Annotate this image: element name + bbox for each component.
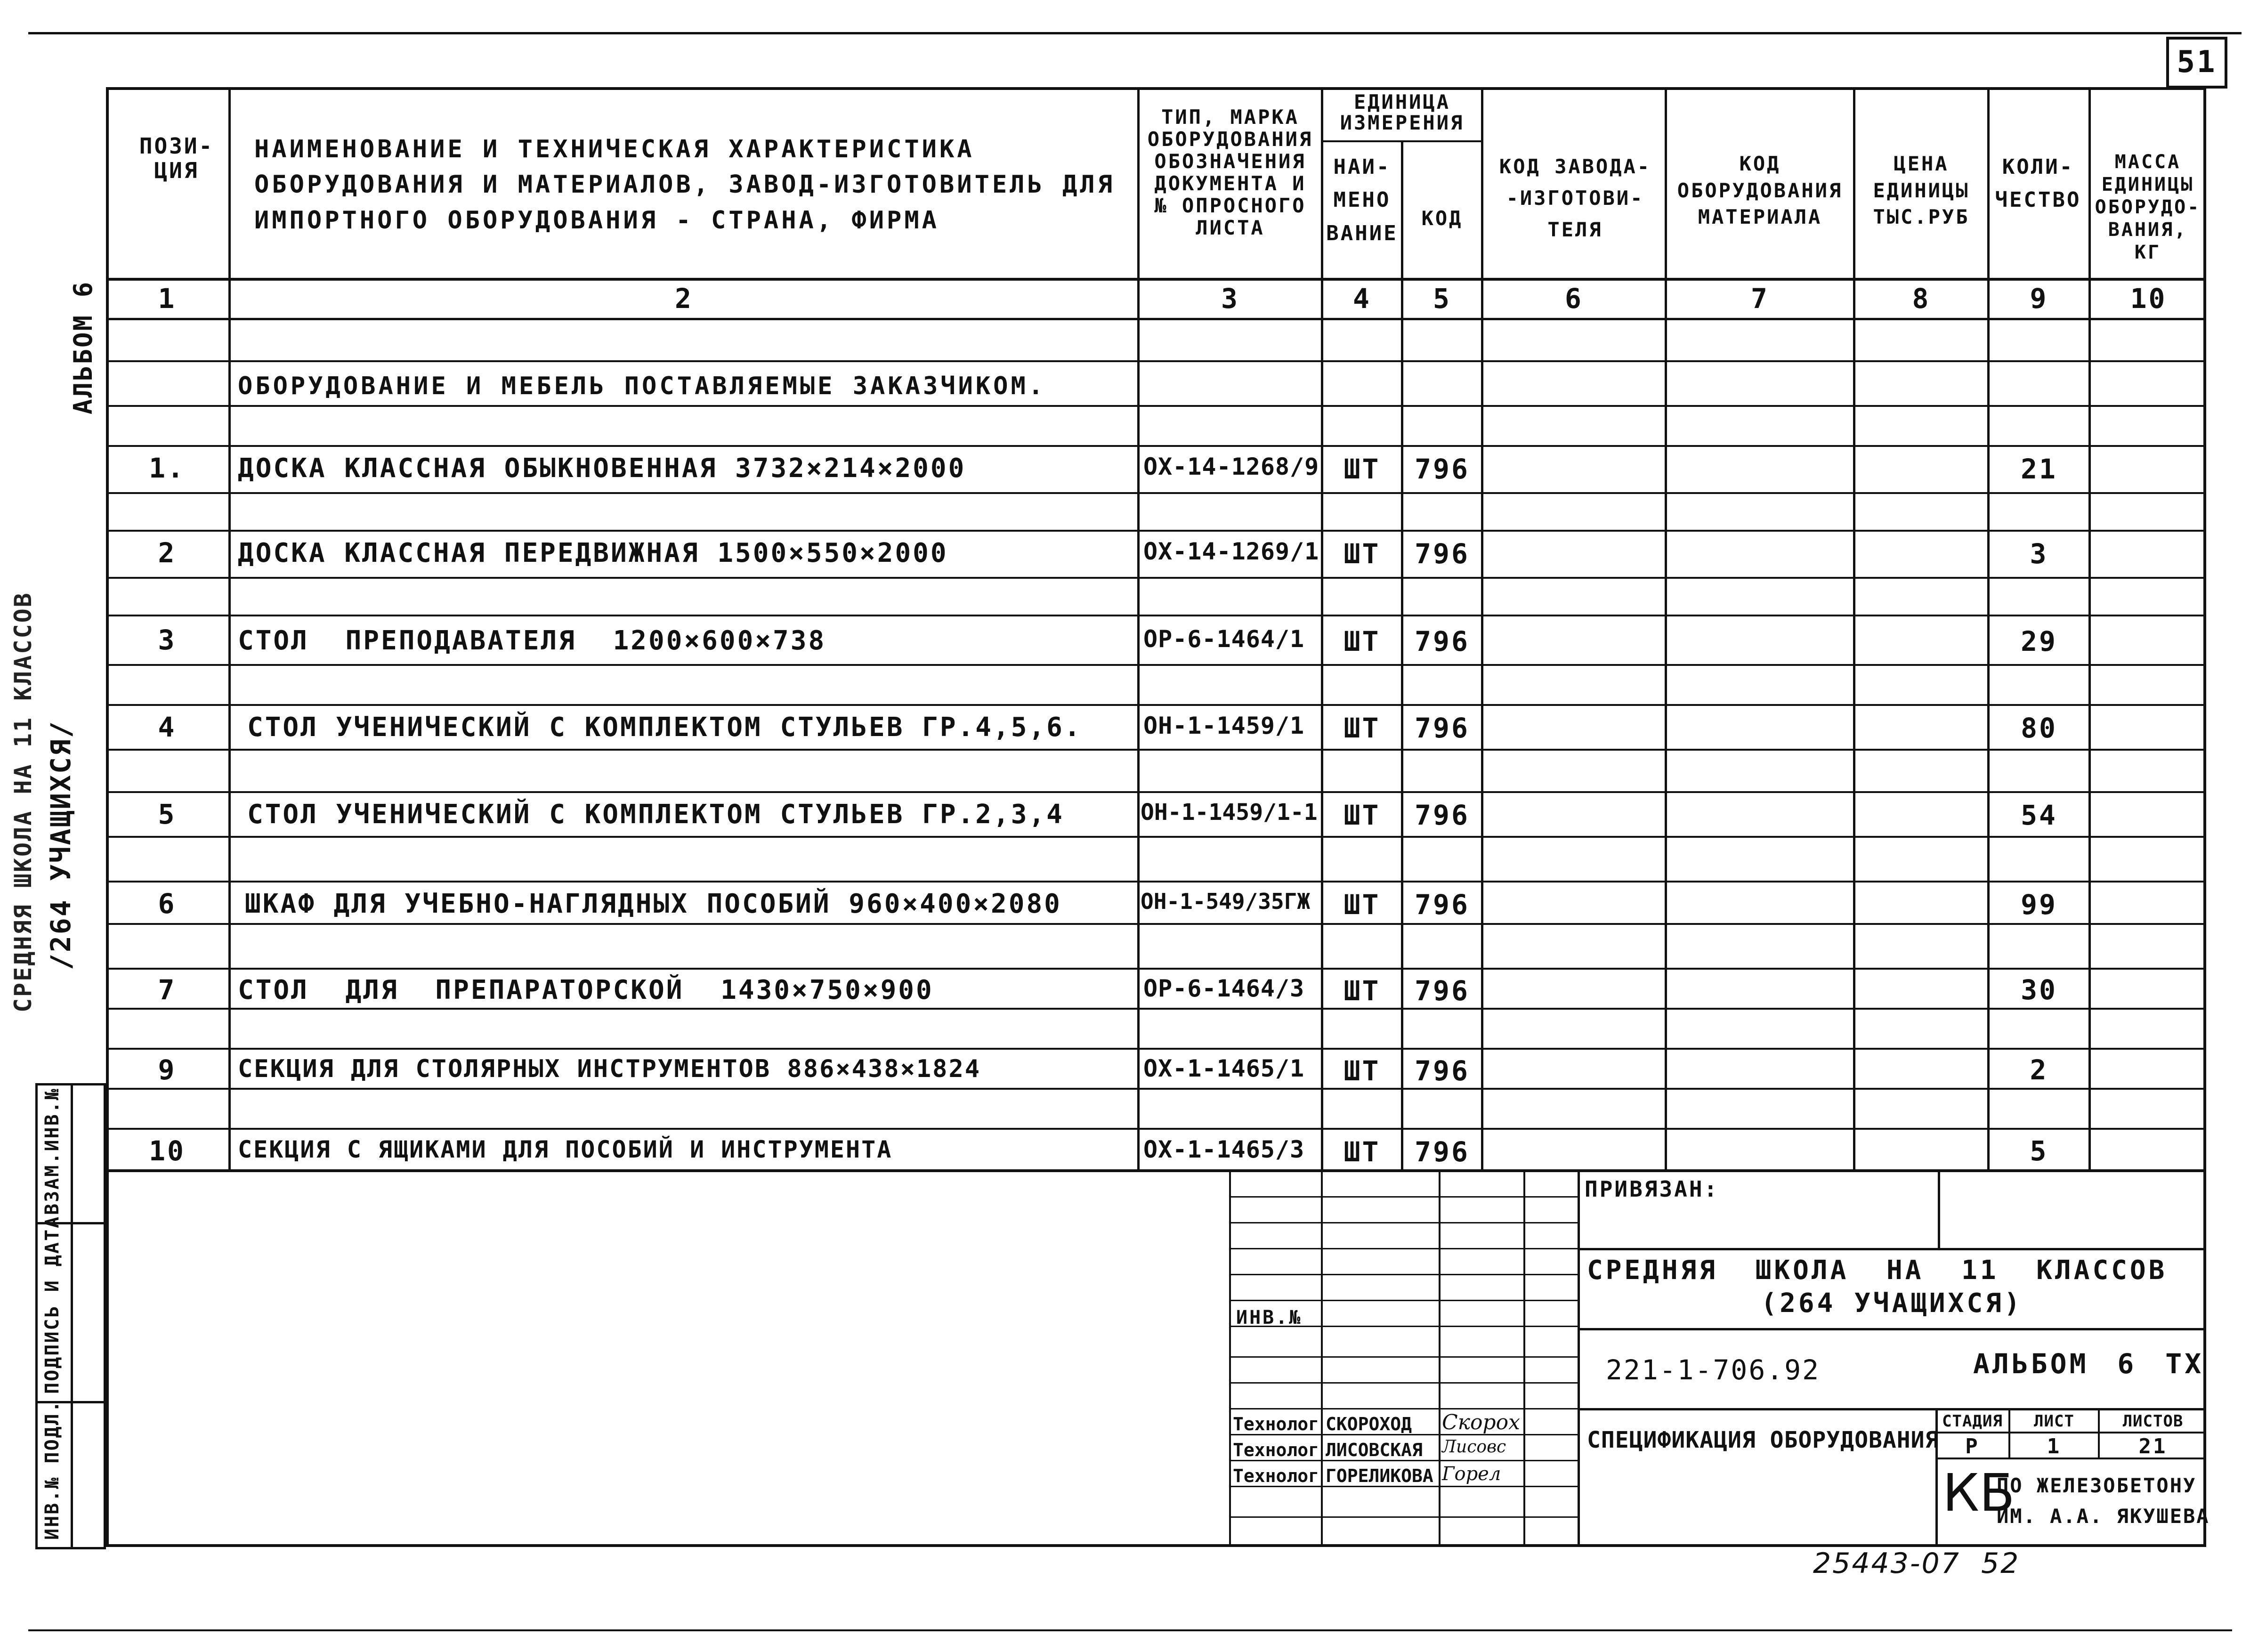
sheets-label: ЛИСТОВ <box>2122 1412 2184 1431</box>
signer-name: СКОРОХОД <box>1326 1414 1412 1434</box>
section-title: ОБОРУДОВАНИЕ И МЕБЕЛЬ ПОСТАВЛЯЕМЫЕ ЗАКАЗЧИКОМ. <box>238 372 1046 400</box>
colnum-7: 7 <box>1751 283 1769 315</box>
row-pos: 5 <box>158 798 177 830</box>
signer-role: Технолог <box>1233 1466 1319 1486</box>
row-qty: 54 <box>2021 799 2057 831</box>
tb-vline-4 <box>1523 1170 1525 1547</box>
signer-role: Технолог <box>1233 1440 1319 1460</box>
tb-vline-2 <box>1321 1170 1323 1547</box>
org-logo: КБ <box>1942 1463 2015 1523</box>
row-pos: 4 <box>158 711 177 743</box>
row-pos: 7 <box>158 974 177 1006</box>
tb-vline-3 <box>1439 1170 1441 1547</box>
row-type: ОН-1-1459/1 <box>1143 712 1305 739</box>
row-name: СТОЛ УЧЕНИЧЕСКИЙ С КОМПЛЕКТОМ СТУЛЬЕВ ГР.4,5,6. <box>247 712 1082 743</box>
row-rule <box>106 1008 2206 1010</box>
tb-hline <box>1229 1356 1578 1358</box>
row-rule <box>106 664 2206 666</box>
row-type: ОХ-14-1269/1 <box>1143 538 1319 565</box>
row-qty: 30 <box>2021 974 2057 1006</box>
row-rule <box>106 968 2206 970</box>
row-code: 796 <box>1415 453 1470 485</box>
stamp-vzam: ВЗАМ.ИНВ.№ <box>41 1087 63 1215</box>
header-type: ТИП, МАРКА ОБОРУДОВАНИЯ ОБОЗНАЧЕНИЯ ДОКУМЕНТА И № ОПРОСНОГО ЛИСТА <box>1147 105 1313 240</box>
tb-hline <box>1229 1222 1578 1223</box>
tb-hline <box>1229 1516 1578 1518</box>
sheet-label: ЛИСТ <box>2034 1412 2074 1431</box>
row-rule <box>106 791 2206 793</box>
row-unit: ШТ <box>1344 712 1381 744</box>
row-qty: 21 <box>2021 453 2057 485</box>
row-unit: ШТ <box>1344 538 1381 570</box>
row-name: ДОСКА КЛАССНАЯ ПЕРЕДВИЖНАЯ 1500×550×2000 <box>238 538 948 568</box>
tb-vline-1 <box>1229 1170 1231 1547</box>
row-code: 796 <box>1415 625 1470 657</box>
row-pos: 9 <box>158 1054 177 1086</box>
stage-label: СТАДИЯ <box>1942 1412 2003 1431</box>
row-pos: 6 <box>158 888 177 920</box>
row-rule <box>106 749 2206 751</box>
colnum-1: 1 <box>158 283 177 315</box>
header-price: ЦЕНА ЕДИНИЦЫ ТЫС.РУБ <box>1873 152 1970 229</box>
row-rule <box>106 923 2206 925</box>
row-pos: 10 <box>149 1135 186 1167</box>
signer-signature: Горел <box>1442 1463 1501 1485</box>
row-rule <box>106 492 2206 494</box>
row-unit: ШТ <box>1344 1055 1381 1087</box>
top-rule <box>28 32 2242 34</box>
header-mass: МАССА ЕДИНИЦЫ ОБОРУДО- ВАНИЯ, КГ <box>2095 151 2201 263</box>
bottom-rule <box>28 1629 2232 1631</box>
side-title-top: СРЕДНЯЯ ШКОЛА НА 11 КЛАССОВ <box>9 591 37 1012</box>
colnum-6: 6 <box>1565 283 1583 315</box>
stamp-inv-podl: ИНВ.№ ПОДЛ. <box>41 1400 63 1540</box>
header-unit-group: ЕДИНИЦА ИЗМЕРЕНИЯ <box>1340 90 1465 135</box>
row-rule <box>106 577 2206 579</box>
row-rule <box>106 615 2206 616</box>
header-name: НАИМЕНОВАНИЕ И ТЕХНИЧЕСКАЯ ХАРАКТЕРИСТИКА ОБОРУДОВАНИЯ И МАТЕРИАЛОВ, ЗАВОД-ИЗГОТОВИТЕЛЬ ДЛЯ ИМПОРТНОГО ОБОРУДОВАНИЯ - СТРАНА, ФИРМА <box>254 135 1116 235</box>
project-line2: (264 УЧАЩИХСЯ) <box>1761 1288 2023 1319</box>
row-unit: ШТ <box>1344 625 1381 657</box>
row-rule <box>106 836 2206 838</box>
row-qty: 99 <box>2021 889 2057 921</box>
tb-right-h1 <box>1578 1248 2206 1250</box>
stamp-divider <box>71 1083 73 1549</box>
tb-hline <box>1229 1300 1578 1301</box>
tb-privyazan: ПРИВЯЗАН: <box>1585 1176 1719 1202</box>
colnum-3: 3 <box>1221 283 1239 315</box>
row-name: СЕКЦИЯ С ЯЩИКАМИ ДЛЯ ПОСОБИЙ И ИНСТРУМЕНТА <box>238 1136 893 1163</box>
tb-inv: ИНВ.№ <box>1236 1307 1303 1328</box>
row-rule <box>106 1088 2206 1090</box>
colnum-10: 10 <box>2130 283 2167 315</box>
signer-name: ЛИСОВСКАЯ <box>1326 1440 1423 1460</box>
row-unit: ШТ <box>1344 889 1381 921</box>
tb-privyazan-div <box>1938 1170 1940 1248</box>
row-type: ОР-6-1464/1 <box>1143 625 1305 653</box>
signer-role: Технолог <box>1233 1414 1319 1434</box>
row-name: СЕКЦИЯ ДЛЯ СТОЛЯРНЫХ ИНСТРУМЕНТОВ 886×438×1824 <box>238 1055 981 1083</box>
row-unit: ШТ <box>1344 1136 1381 1168</box>
row-qty: 80 <box>2021 712 2057 744</box>
row-rule <box>106 704 2206 706</box>
row-name: СТОЛ ПРЕПОДАВАТЕЛЯ 1200×600×738 <box>238 625 826 656</box>
row-rule <box>106 1048 2206 1050</box>
row-pos: 2 <box>158 537 177 569</box>
header-pos: ПОЗИ-ЦИЯ <box>139 133 214 183</box>
header-unit-code: КОД <box>1421 207 1463 230</box>
row-unit: ШТ <box>1344 453 1381 485</box>
row-unit: ШТ <box>1344 799 1381 831</box>
row-code: 796 <box>1415 889 1470 921</box>
tb-right-h3 <box>1578 1408 2206 1410</box>
row-pos: 3 <box>158 624 177 656</box>
tb-hline <box>1229 1382 1578 1384</box>
tb-hline <box>1229 1408 1578 1409</box>
signer-signature: Лисовс <box>1442 1437 1506 1457</box>
stamp-podpis: ПОДПИСЬ И ДАТА <box>41 1215 63 1394</box>
row-type: ОХ-1-1465/3 <box>1143 1136 1305 1163</box>
colnum-9: 9 <box>2030 283 2048 315</box>
row-code: 796 <box>1415 712 1470 744</box>
sheets-value: 21 <box>2138 1434 2168 1458</box>
row-rule <box>106 360 2206 362</box>
colnum-2: 2 <box>675 283 693 315</box>
header-factory: КОД ЗАВОДА- -ИЗГОТОВИ- ТЕЛЯ <box>1499 155 1651 242</box>
doc-code: 221-1-706.92 <box>1606 1354 1821 1386</box>
unit-group-rule <box>1321 140 1483 142</box>
tb-hline <box>1229 1248 1578 1249</box>
side-title: /264 УЧАЩИХСЯ/ <box>45 720 77 970</box>
row-type: ОН-1-549/35ГЖ <box>1141 889 1311 914</box>
signer-name: ГОРЕЛИКОВА <box>1326 1466 1433 1486</box>
colnum-4: 4 <box>1353 283 1371 315</box>
tb-hline <box>1229 1274 1578 1275</box>
row-code: 796 <box>1415 799 1470 831</box>
row-qty: 2 <box>2030 1054 2048 1086</box>
row-type: ОХ-14-1268/9 <box>1143 453 1319 480</box>
tb-vline-5 <box>1578 1170 1580 1547</box>
row-rule <box>106 1128 2206 1130</box>
row-code: 796 <box>1415 1055 1470 1087</box>
row-pos: 1. <box>149 452 186 484</box>
row-type: ОР-6-1464/3 <box>1143 975 1305 1002</box>
row-name: ДОСКА КЛАССНАЯ ОБЫКНОВЕННАЯ 3732×214×2000 <box>238 453 966 484</box>
tb-right-h2 <box>1578 1328 2206 1330</box>
row-type: ОН-1-1459/1-1 <box>1141 799 1318 826</box>
header-rule <box>106 278 2206 281</box>
tb-stage-h1 <box>1935 1432 2206 1433</box>
tb-hline <box>1229 1196 1578 1198</box>
row-qty: 29 <box>2021 625 2057 657</box>
doc-title: СПЕЦИФИКАЦИЯ ОБОРУДОВАНИЯ <box>1587 1427 1939 1453</box>
album-code: АЛЬБОМ 6 ТХ <box>1973 1348 2204 1380</box>
table-end-rule <box>106 1169 2206 1172</box>
row-rule <box>106 445 2206 447</box>
row-unit: ШТ <box>1344 975 1381 1007</box>
header-qty: КОЛИ- ЧЕСТВО <box>1995 155 2081 212</box>
row-name: СТОЛ ДЛЯ ПРЕПАРАТОРСКОЙ 1430×750×900 <box>238 975 934 1005</box>
album-side-label: АЛЬБОМ 6 <box>68 280 98 414</box>
row-name: ШКАФ ДЛЯ УЧЕБНО-НАГЛЯДНЫХ ПОСОБИЙ 960×400×2080 <box>245 889 1062 919</box>
header-unit-name: НАИ-МЕНО ВАНИЕ <box>1326 155 1398 245</box>
stage-value: Р <box>1965 1434 1980 1458</box>
project-line1: СРЕДНЯЯ ШКОЛА НА 11 КЛАССОВ <box>1587 1255 2168 1286</box>
row-name: СТОЛ УЧЕНИЧЕСКИЙ С КОМПЛЕКТОМ СТУЛЬЕВ ГР.2,3,4 <box>247 799 1064 830</box>
sheet-number: 51 <box>2177 45 2217 80</box>
row-qty: 3 <box>2030 538 2048 570</box>
row-code: 796 <box>1415 975 1470 1007</box>
org-line1: ПО ЖЕЛЕЗОБЕТОНУ <box>1997 1474 2197 1497</box>
row-code: 796 <box>1415 538 1470 570</box>
header-equip-code: КОД ОБОРУДОВАНИЯ МАТЕРИАЛА <box>1677 152 1843 229</box>
colnum-5: 5 <box>1433 283 1451 315</box>
row-rule <box>106 881 2206 883</box>
signer-signature: Скорох <box>1442 1410 1520 1434</box>
org-line2: ИМ. А.А. ЯКУШЕВА <box>1997 1505 2210 1528</box>
footer-number: 25443-07 52 <box>1813 1547 2020 1580</box>
colnum-8: 8 <box>1912 283 1931 315</box>
row-code: 796 <box>1415 1136 1470 1168</box>
row-rule <box>106 405 2206 407</box>
row-qty: 5 <box>2030 1135 2048 1167</box>
row-type: ОХ-1-1465/1 <box>1143 1055 1305 1082</box>
sheet-value: 1 <box>2047 1434 2062 1458</box>
colnum-rule <box>106 318 2206 320</box>
row-rule <box>106 530 2206 532</box>
